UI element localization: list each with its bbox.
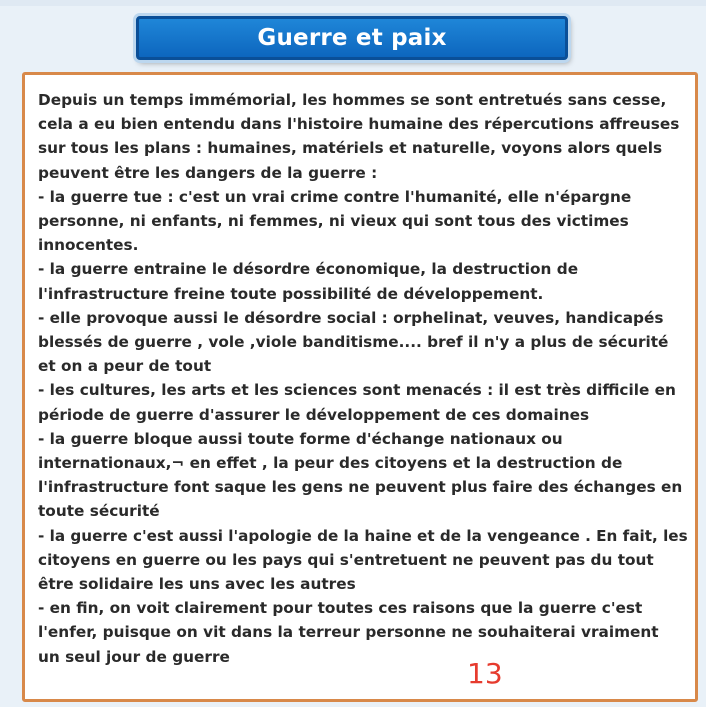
text-line: un seul jour de guerre bbox=[38, 647, 230, 666]
text-line: - elle provoque aussi le désordre social : orphelinat, veuves, handicapés bbox=[38, 308, 664, 327]
text-line: peuvent être les dangers de la guerre : bbox=[38, 163, 378, 182]
text-line: internationaux,¬ en effet , la peur des citoyens et la destruction de bbox=[38, 454, 623, 473]
text-line: - la guerre bloque aussi toute forme d'échange nationaux ou bbox=[38, 429, 563, 448]
title-banner bbox=[136, 16, 568, 60]
text-line: toute sécurité bbox=[38, 502, 160, 521]
page-number: 13 bbox=[467, 657, 503, 690]
text-line: blessés de guerre , vole ,viole banditisme.... bref il n'y a plus de sécurité bbox=[38, 333, 669, 352]
text-line: - les cultures, les arts et les sciences sont menacés : il est très difficile en bbox=[38, 381, 676, 400]
text-line: l'enfer, puisque on vit dans la terreur personne ne souhaiterai vraiment bbox=[38, 623, 659, 642]
text-line: période de guerre d'assurer le développement de ces domaines bbox=[38, 405, 590, 424]
text-frame bbox=[22, 72, 698, 702]
text-line: citoyens en guerre ou les pays qui s'entretuent ne peuvent pas du tout bbox=[38, 550, 654, 569]
text-line: sur tous les plans : humaines, matériels et naturelle, voyons alors quels bbox=[38, 139, 663, 158]
text-line: être solidaire les uns avec les autres bbox=[38, 575, 356, 594]
text-line: et on a peur de tout bbox=[38, 357, 212, 376]
text-line: - la guerre tue : c'est un vrai crime contre l'humanité, elle n'épargne bbox=[38, 187, 632, 206]
text-line: - en fin, on voit clairement pour toutes ces raisons que la guerre c'est bbox=[38, 599, 643, 618]
text-line: personne, ni enfants, ni femmes, ni vieux qui sont tous des victimes bbox=[38, 212, 629, 231]
text-line: - la guerre entraine le désordre économique, la destruction de bbox=[38, 260, 579, 279]
text-line: - la guerre c'est aussi l'apologie de la haine et de la vengeance . En fait, les bbox=[38, 526, 688, 545]
body-text bbox=[38, 88, 688, 669]
text-line: Depuis un temps immémorial, les hommes se sont entretués sans cesse, bbox=[38, 91, 667, 109]
text-line: innocentes. bbox=[38, 236, 139, 255]
page-title: Guerre et paix bbox=[257, 25, 447, 51]
text-line: cela a eu bien entendu dans l'histoire humaine des répercutions affreuses bbox=[38, 115, 680, 134]
text-line: l'infrastructure freine toute possibilité de développement. bbox=[38, 284, 544, 303]
text-line: l'infrastructure font saque les gens ne peuvent plus faire des échanges en bbox=[38, 478, 683, 497]
top-strip bbox=[0, 0, 706, 6]
